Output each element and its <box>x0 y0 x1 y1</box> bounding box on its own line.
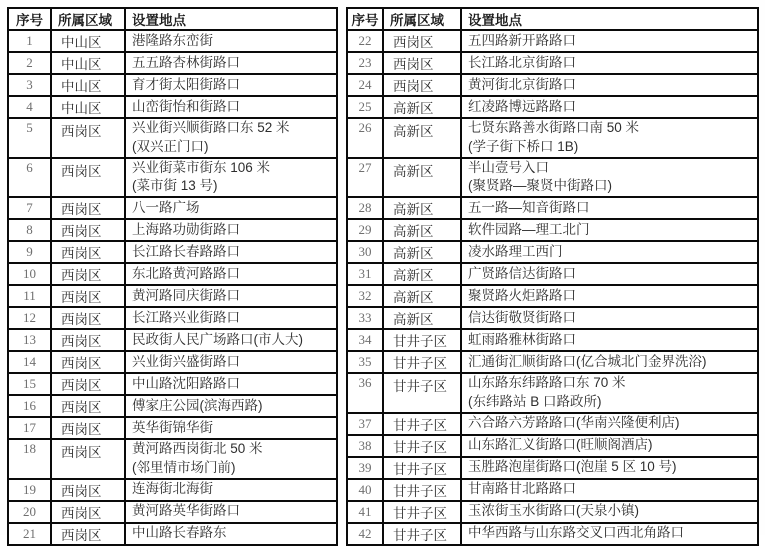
district-cell: 甘井子区 <box>383 351 461 373</box>
row-number-cell: 14 <box>8 351 51 373</box>
location-cell <box>125 263 337 285</box>
location-cell <box>125 351 337 373</box>
header-row <box>8 8 337 30</box>
location-line-2: (东纬路站 B 口路政所) <box>468 393 602 409</box>
location-line-1: 七贤东路善水街路口南 50 米 <box>468 120 640 135</box>
table-row <box>8 158 337 198</box>
row-number-cell: 16 <box>8 395 51 417</box>
table-row <box>8 52 337 74</box>
location-cell <box>125 197 337 219</box>
row-number-cell: 6 <box>8 158 51 198</box>
location-line-1: 聚贤路火炬路路口 <box>468 287 576 303</box>
district-cell: 西岗区 <box>51 479 125 501</box>
row-number-cell: 38 <box>347 435 383 457</box>
table-row <box>347 158 758 198</box>
district-cell: 高新区 <box>383 197 461 219</box>
district-cell: 西岗区 <box>51 329 125 351</box>
district-cell: 西岗区 <box>51 197 125 219</box>
district-cell: 西岗区 <box>51 523 125 545</box>
district-cell: 西岗区 <box>51 118 125 158</box>
table-row <box>347 263 758 285</box>
location-line-1: 傅家庄公园(滨海西路) <box>132 397 263 413</box>
district-cell: 中山区 <box>51 30 125 52</box>
location-line-1: 软件园路—理工北门 <box>468 221 590 237</box>
row-number-cell: 2 <box>8 52 51 74</box>
table-row <box>8 395 337 417</box>
row-number-cell: 13 <box>8 329 51 351</box>
district-cell: 西岗区 <box>51 158 125 198</box>
location-line-2: (邻里情市场门前) <box>132 459 236 475</box>
header-row <box>347 8 758 30</box>
table-row <box>347 523 758 545</box>
location-cell <box>461 435 758 457</box>
table-row <box>8 479 337 501</box>
district-cell: 高新区 <box>383 241 461 263</box>
row-number-cell: 23 <box>347 52 383 74</box>
table-row <box>8 285 337 307</box>
location-cell <box>125 373 337 395</box>
table-row <box>8 241 337 263</box>
table-row <box>8 329 337 351</box>
location-line-1: 虹雨路雅林街路口 <box>468 331 576 347</box>
column-header-district: 所属区域 <box>383 8 461 30</box>
table-row <box>8 501 337 523</box>
location-line-1: 玉浓街玉水街路口(天泉小镇) <box>468 503 639 519</box>
location-cell <box>125 52 337 74</box>
location-cell <box>461 158 758 198</box>
district-cell: 甘井子区 <box>383 479 461 501</box>
row-number-cell: 19 <box>8 479 51 501</box>
location-line-1: 信达街敬贤街路口 <box>468 309 576 325</box>
table-row <box>347 373 758 413</box>
location-cell <box>461 307 758 329</box>
location-line-1: 连海街北海街 <box>132 481 213 497</box>
location-cell <box>461 241 758 263</box>
location-line-1: 黄河街北京街路口 <box>468 76 576 92</box>
district-cell: 西岗区 <box>51 417 125 439</box>
table-row <box>347 329 758 351</box>
row-number-cell: 39 <box>347 457 383 479</box>
table-row <box>347 96 758 118</box>
table-row <box>347 30 758 52</box>
row-number-cell: 8 <box>8 219 51 241</box>
location-cell <box>125 479 337 501</box>
location-line-1: 五五路杏林街路口 <box>132 54 240 70</box>
table-row <box>8 373 337 395</box>
district-cell: 高新区 <box>383 307 461 329</box>
row-number-cell: 11 <box>8 285 51 307</box>
location-cell <box>125 158 337 198</box>
table-row <box>8 351 337 373</box>
location-line-1: 上海路功勋街路口 <box>132 221 240 237</box>
location-line-1: 八一路广场 <box>132 199 200 215</box>
district-cell: 甘井子区 <box>383 373 461 413</box>
table-row <box>347 285 758 307</box>
district-cell: 高新区 <box>383 263 461 285</box>
location-line-1: 半山壹号入口 <box>468 159 549 175</box>
row-number-cell: 32 <box>347 285 383 307</box>
column-header-location: 设置地点 <box>125 8 337 30</box>
row-number-cell: 24 <box>347 74 383 96</box>
location-line-1: 英华街锦华街 <box>132 419 213 435</box>
district-cell: 甘井子区 <box>383 523 461 545</box>
location-cell <box>125 307 337 329</box>
table-row <box>347 74 758 96</box>
table-row <box>8 118 337 158</box>
location-cell <box>461 457 758 479</box>
location-line-1: 中华西路与山东路交叉口西北角路口 <box>468 525 684 541</box>
location-line-1: 山东路汇义街路口(旺顺阁酒店) <box>468 437 653 453</box>
district-cell: 西岗区 <box>383 74 461 96</box>
table-row <box>8 219 337 241</box>
location-line-1: 中山路长春路东 <box>132 525 227 541</box>
location-line-1: 五一路—知音街路口 <box>468 199 590 215</box>
location-cell <box>461 118 758 158</box>
left-table-body <box>8 30 337 545</box>
location-cell <box>125 30 337 52</box>
location-line-2: (学子街下桥口 1B) <box>468 138 579 154</box>
location-cell <box>125 329 337 351</box>
location-cell <box>125 74 337 96</box>
location-cell <box>461 373 758 413</box>
district-cell: 西岗区 <box>51 241 125 263</box>
district-cell: 高新区 <box>383 118 461 158</box>
table-row <box>347 52 758 74</box>
district-cell: 高新区 <box>383 219 461 241</box>
location-cell <box>461 413 758 435</box>
table-row <box>347 197 758 219</box>
location-line-1: 红凌路博远路路口 <box>468 98 576 114</box>
row-number-cell: 41 <box>347 501 383 523</box>
right-table-body <box>347 30 758 545</box>
location-cell <box>125 219 337 241</box>
location-line-1: 六合路六芳路路口(华南兴隆便利店) <box>468 415 680 431</box>
location-table-left <box>7 7 338 546</box>
table-row <box>8 417 337 439</box>
table-row <box>347 435 758 457</box>
location-line-1: 育才街太阳街路口 <box>132 76 240 92</box>
location-line-1: 五四路新开路路口 <box>468 32 576 48</box>
district-cell: 西岗区 <box>51 285 125 307</box>
table-row <box>8 30 337 52</box>
location-cell <box>125 501 337 523</box>
row-number-cell: 42 <box>347 523 383 545</box>
location-cell <box>461 52 758 74</box>
table-row <box>347 351 758 373</box>
row-number-cell: 35 <box>347 351 383 373</box>
row-number-cell: 27 <box>347 158 383 198</box>
location-table-right <box>346 7 759 546</box>
location-line-1: 中山路沈阳路路口 <box>132 375 240 391</box>
location-line-1: 山峦街怡和街路口 <box>132 98 240 114</box>
location-cell <box>461 30 758 52</box>
location-cell <box>461 501 758 523</box>
location-cell <box>125 285 337 307</box>
district-cell: 甘井子区 <box>383 457 461 479</box>
table-row <box>347 413 758 435</box>
tables-wrap <box>7 7 759 546</box>
location-cell <box>461 197 758 219</box>
location-line-1: 兴业街菜市街东 106 米 <box>132 159 271 175</box>
district-cell: 西岗区 <box>51 307 125 329</box>
location-cell <box>125 417 337 439</box>
row-number-cell: 25 <box>347 96 383 118</box>
row-number-cell: 20 <box>8 501 51 523</box>
location-line-1: 长江路兴业街路口 <box>132 309 240 325</box>
row-number-cell: 26 <box>347 118 383 158</box>
row-number-cell: 37 <box>347 413 383 435</box>
row-number-cell: 40 <box>347 479 383 501</box>
table-row <box>8 96 337 118</box>
table-row <box>347 118 758 158</box>
row-number-cell: 22 <box>347 30 383 52</box>
location-cell <box>125 523 337 545</box>
district-cell: 西岗区 <box>51 373 125 395</box>
location-cell <box>125 118 337 158</box>
location-line-1: 山东路东纬路路口东 70 米 <box>468 375 626 391</box>
row-number-cell: 5 <box>8 118 51 158</box>
row-number-cell: 10 <box>8 263 51 285</box>
table-row <box>8 197 337 219</box>
district-cell: 甘井子区 <box>383 435 461 457</box>
location-cell <box>125 96 337 118</box>
location-line-1: 玉胜路泡崖街路口(泡崖 5 区 10 号) <box>468 459 677 475</box>
row-number-cell: 4 <box>8 96 51 118</box>
district-cell: 西岗区 <box>383 52 461 74</box>
row-number-cell: 15 <box>8 373 51 395</box>
location-cell <box>125 395 337 417</box>
row-number-cell: 36 <box>347 373 383 413</box>
location-cell <box>461 219 758 241</box>
table-row <box>8 439 337 479</box>
table-row <box>347 307 758 329</box>
column-header-number: 序号 <box>8 8 51 30</box>
location-cell <box>125 241 337 263</box>
location-cell <box>461 523 758 545</box>
location-cell <box>461 74 758 96</box>
district-cell: 甘井子区 <box>383 413 461 435</box>
district-cell: 甘井子区 <box>383 329 461 351</box>
row-number-cell: 3 <box>8 74 51 96</box>
district-cell: 西岗区 <box>51 439 125 479</box>
district-cell: 甘井子区 <box>383 501 461 523</box>
district-cell: 中山区 <box>51 74 125 96</box>
district-cell: 西岗区 <box>51 351 125 373</box>
row-number-cell: 18 <box>8 439 51 479</box>
location-line-2: (菜市街 13 号) <box>132 178 218 194</box>
row-number-cell: 34 <box>347 329 383 351</box>
row-number-cell: 28 <box>347 197 383 219</box>
location-cell <box>461 479 758 501</box>
location-line-1: 黄河路西岗街北 50 米 <box>132 441 263 457</box>
table-row <box>347 501 758 523</box>
location-line-1: 凌水路理工西门 <box>468 243 563 259</box>
table-row <box>347 479 758 501</box>
location-line-1: 甘南路甘北路路口 <box>468 481 576 497</box>
row-number-cell: 1 <box>8 30 51 52</box>
location-cell <box>461 329 758 351</box>
location-cell <box>125 439 337 479</box>
row-number-cell: 9 <box>8 241 51 263</box>
location-line-1: 广贤路信达街路口 <box>468 265 576 281</box>
row-number-cell: 33 <box>347 307 383 329</box>
district-cell: 中山区 <box>51 52 125 74</box>
table-row <box>8 74 337 96</box>
location-line-1: 兴业街兴盛街路口 <box>132 353 240 369</box>
table-row <box>347 219 758 241</box>
table-row <box>347 457 758 479</box>
district-cell: 中山区 <box>51 96 125 118</box>
row-number-cell: 30 <box>347 241 383 263</box>
row-number-cell: 31 <box>347 263 383 285</box>
location-line-1: 民政街人民广场路口(市人大) <box>132 331 303 347</box>
table-row <box>347 241 758 263</box>
table-row <box>8 307 337 329</box>
row-number-cell: 17 <box>8 417 51 439</box>
district-cell: 西岗区 <box>51 501 125 523</box>
location-line-1: 长江路长春路路口 <box>132 243 240 259</box>
district-cell: 西岗区 <box>51 263 125 285</box>
row-number-cell: 12 <box>8 307 51 329</box>
location-line-1: 东北路黄河路路口 <box>132 265 240 281</box>
location-line-1: 黄河路英华街路口 <box>132 503 240 519</box>
location-line-1: 黄河路同庆街路口 <box>132 287 240 303</box>
location-cell <box>461 351 758 373</box>
district-cell: 高新区 <box>383 285 461 307</box>
district-cell: 高新区 <box>383 158 461 198</box>
location-line-1: 长江路北京街路口 <box>468 54 576 70</box>
district-cell: 西岗区 <box>51 395 125 417</box>
row-number-cell: 21 <box>8 523 51 545</box>
location-line-2: (双兴正门口) <box>132 138 209 154</box>
district-cell: 西岗区 <box>383 30 461 52</box>
location-line-1: 兴业街兴顺街路口东 52 米 <box>132 120 290 135</box>
location-cell <box>461 285 758 307</box>
location-line-1: 港隆路东峦街 <box>132 32 213 48</box>
district-cell: 西岗区 <box>51 219 125 241</box>
location-line-1: 汇通街汇顺街路口(亿合城北门金界洗浴) <box>468 353 707 369</box>
table-row <box>8 523 337 545</box>
table-row <box>8 263 337 285</box>
row-number-cell: 29 <box>347 219 383 241</box>
column-header-location: 设置地点 <box>461 8 758 30</box>
location-cell <box>461 96 758 118</box>
column-header-number: 序号 <box>347 8 383 30</box>
location-line-2: (聚贤路—聚贤中街路口) <box>468 178 612 194</box>
district-cell: 高新区 <box>383 96 461 118</box>
column-header-district: 所属区域 <box>51 8 125 30</box>
row-number-cell: 7 <box>8 197 51 219</box>
location-cell <box>461 263 758 285</box>
